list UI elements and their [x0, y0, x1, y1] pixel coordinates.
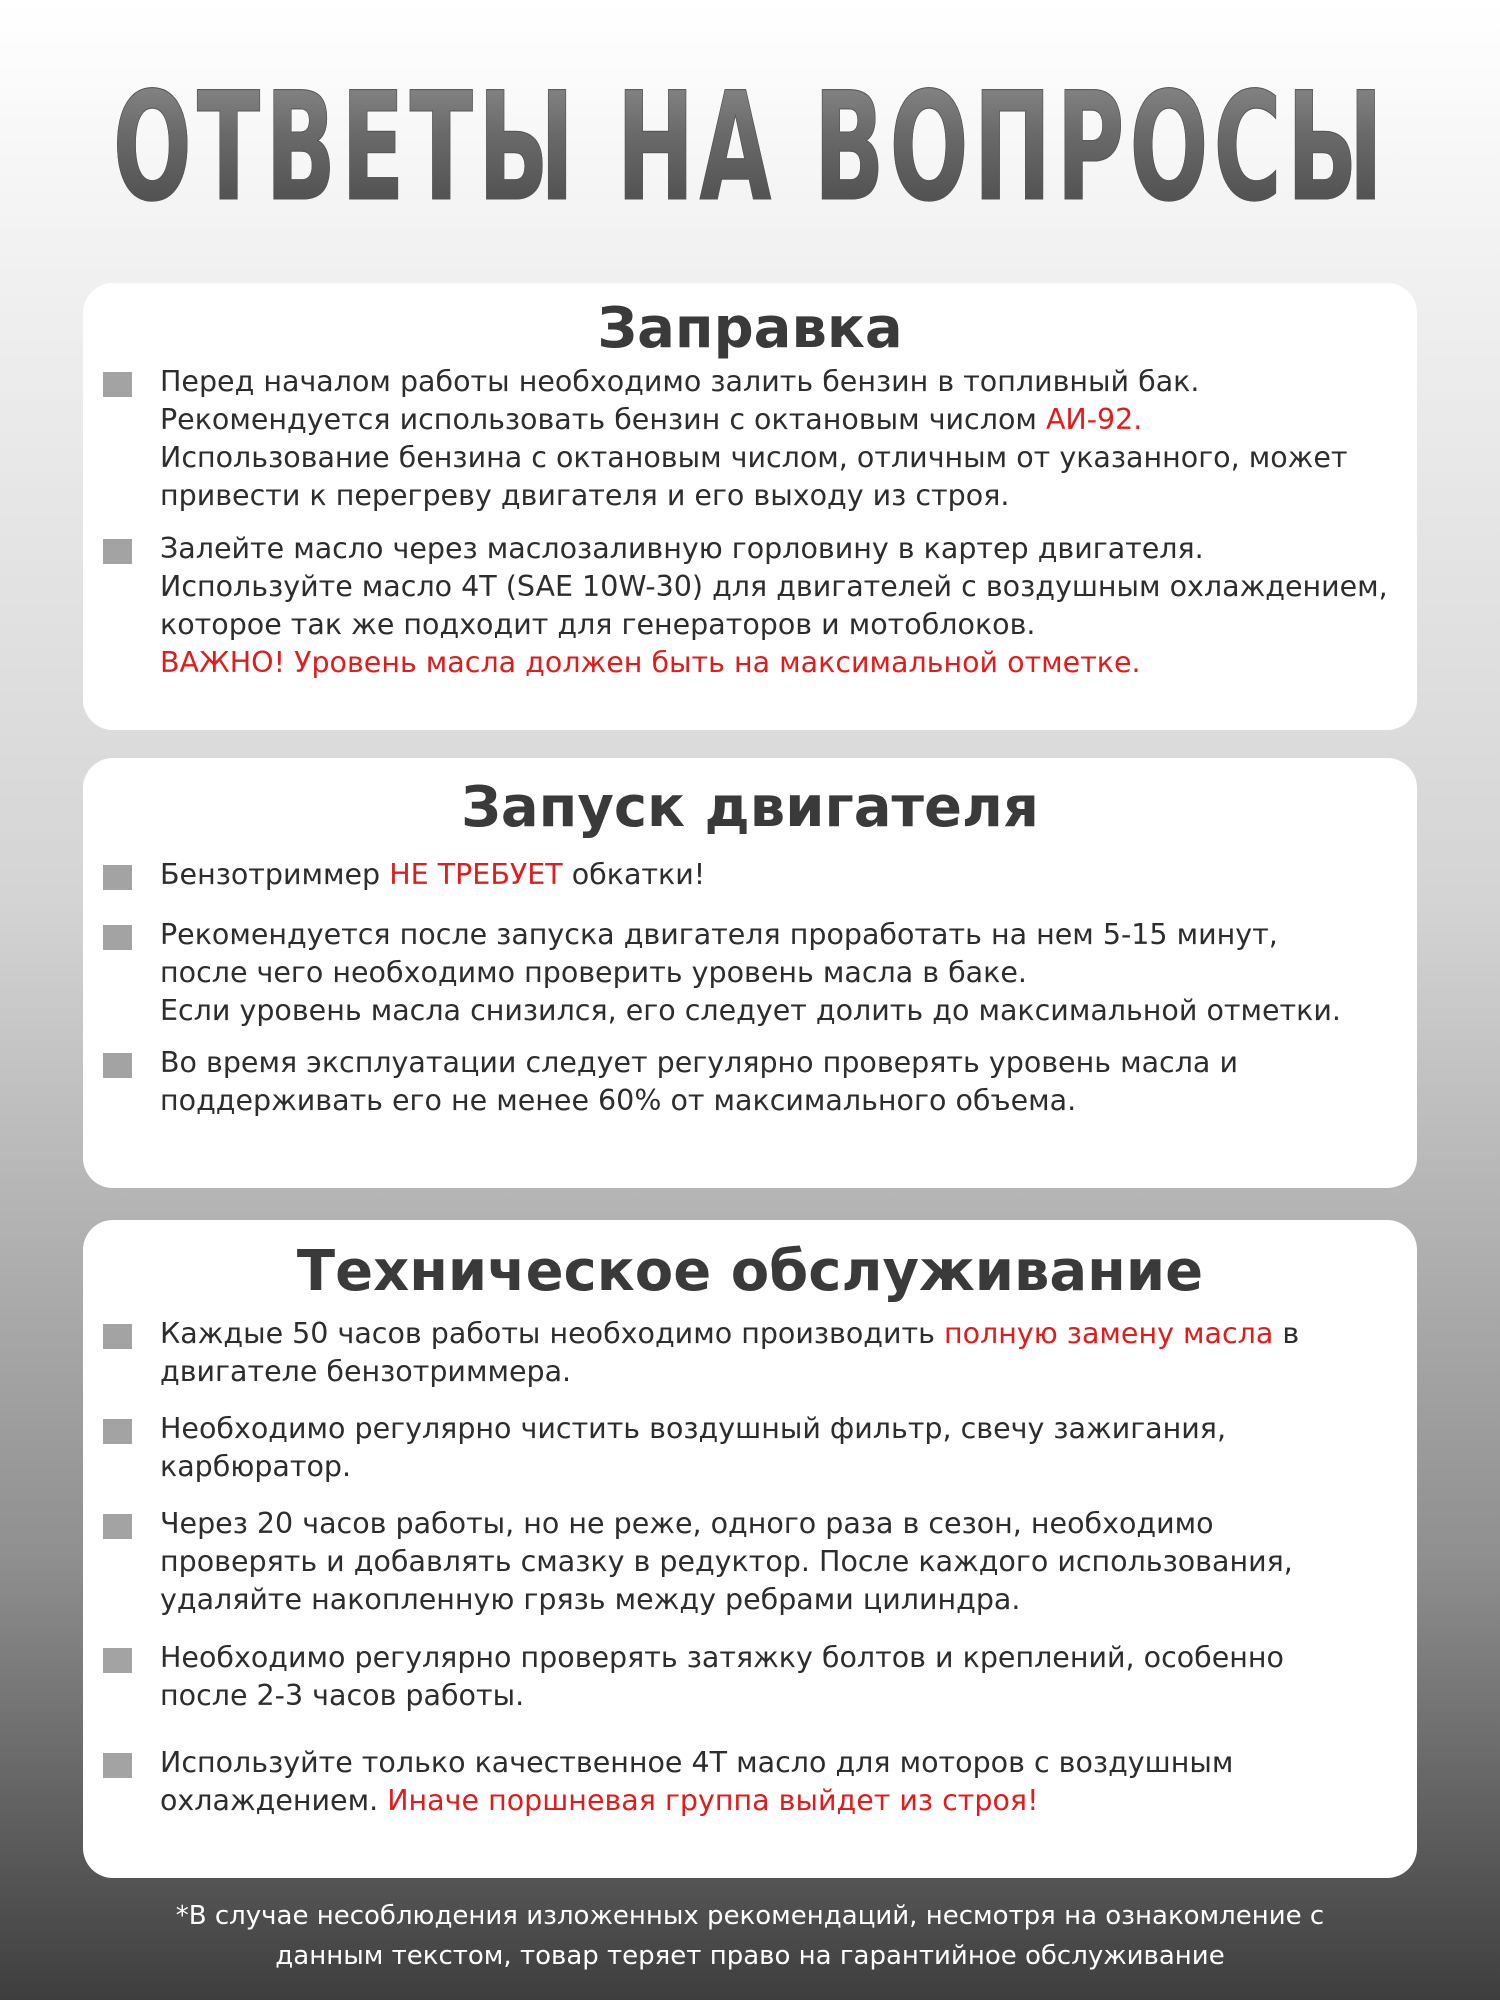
text-line: Рекомендуется после запуска двигателя проработать на нем 5-15 минут, [160, 918, 1278, 951]
square-bullet-icon [103, 865, 132, 890]
warning-text: Иначе поршневая группа выйдет из строя! [387, 1784, 1039, 1817]
list-item-text [160, 1315, 1397, 1391]
text-line: Необходимо регулярно проверять затяжку болтов и креплений, особенно [160, 1641, 1284, 1674]
text-line: Залейте масло через маслозаливную горловину в картер двигателя. [160, 532, 1204, 565]
list-item-text [160, 916, 1397, 1030]
list-item-text [160, 1639, 1397, 1715]
highlight-text: полную замену масла [943, 1317, 1274, 1350]
text-line [160, 401, 1397, 439]
list-item [103, 1410, 1397, 1486]
list-item-text [160, 856, 1397, 894]
text-line [160, 1782, 1397, 1820]
section-fuel-title: Заправка [597, 296, 903, 361]
list-item-text [160, 1044, 1397, 1120]
section-start-card [83, 758, 1417, 1188]
highlight-text: АИ-92. [1045, 403, 1143, 436]
text-line: Используйте только качественное 4T масло для моторов с воздушным [160, 1746, 1234, 1779]
square-bullet-icon [103, 1514, 132, 1539]
list-item-text [160, 1410, 1397, 1486]
page-title-text: ОТВЕТЫ НА ВОПРОСЫ [112, 61, 1388, 235]
section-start-title: Запуск двигателя [461, 775, 1039, 840]
list-item [103, 1744, 1397, 1820]
square-bullet-icon [103, 1324, 132, 1349]
text-span: Каждые 50 часов работы необходимо производить [160, 1317, 944, 1350]
list-item [103, 1639, 1397, 1715]
footnote-line: данным текстом, товар теряет право на гарантийное обслуживание [275, 1941, 1225, 1971]
list-item [103, 1315, 1397, 1391]
text-line: Во время эксплуатации следует регулярно проверять уровень масла и [160, 1046, 1238, 1079]
text-line: Через 20 часов работы, но не реже, одного раза в сезон, необходимо [160, 1507, 1214, 1540]
text-line [160, 1315, 1397, 1353]
list-item [103, 916, 1397, 1030]
square-bullet-icon [103, 1419, 132, 1444]
square-bullet-icon [103, 372, 132, 397]
text-line: привести к перегреву двигателя и его выходу из строя. [160, 479, 1010, 512]
text-span: Бензотриммер [160, 858, 390, 891]
footnote-line: *В случае несоблюдения изложенных рекомендаций, несмотря на ознакомление с [175, 1901, 1325, 1931]
text-span: обкатки! [562, 858, 706, 891]
text-span: Рекомендуется использовать бензин с октановым числом [160, 403, 1046, 436]
square-bullet-icon [103, 1648, 132, 1673]
list-item [103, 530, 1397, 682]
text-line: карбюратор. [160, 1450, 352, 1483]
page-title [0, 48, 1500, 248]
text-span: в [1273, 1317, 1300, 1350]
section-maintenance-title: Техническое обслуживание [296, 1239, 1204, 1304]
list-item [103, 1044, 1397, 1120]
text-line: удаляйте накопленную грязь между ребрами цилиндра. [160, 1583, 1021, 1616]
text-line: двигателе бензотриммера. [160, 1355, 572, 1388]
square-bullet-icon [103, 1753, 132, 1778]
list-item-text [160, 1505, 1397, 1619]
square-bullet-icon [103, 1053, 132, 1078]
text-line: после чего необходимо проверить уровень масла в баке. [160, 956, 1027, 989]
list-item-text [160, 530, 1397, 682]
square-bullet-icon [103, 925, 132, 950]
list-item-text [160, 1744, 1397, 1820]
text-line: проверять и добавлять смазку в редуктор. После каждого использования, [160, 1545, 1293, 1578]
text-line: Если уровень масла снизился, его следует долить до максимальной отметки. [160, 994, 1341, 1027]
section-maintenance-card [83, 1220, 1417, 1878]
list-item [103, 856, 1397, 894]
text-line: Необходимо регулярно чистить воздушный фильтр, свечу зажигания, [160, 1412, 1227, 1445]
list-item [103, 363, 1397, 515]
highlight-text: НЕ ТРЕБУЕТ [389, 858, 563, 891]
text-line: поддерживать его не менее 60% от максимального объема. [160, 1084, 1077, 1117]
section-fuel-card [83, 283, 1417, 730]
text-line: Использование бензина с октановым числом, отличным от указанного, может [160, 441, 1348, 474]
warning-text: ВАЖНО! Уровень масла должен быть на максимальной отметке. [160, 646, 1141, 679]
text-line: которое так же подходит для генераторов и мотоблоков. [160, 608, 1036, 641]
text-line: Используйте масло 4T (SAE 10W-30) для двигателей с воздушным охлаждением, [160, 570, 1388, 603]
text-span: охлаждением. [160, 1784, 388, 1817]
list-item [103, 1505, 1397, 1619]
warranty-footnote [0, 1896, 1500, 1976]
square-bullet-icon [103, 539, 132, 564]
text-line [160, 856, 1397, 894]
text-line: после 2-3 часов работы. [160, 1679, 525, 1712]
text-line: Перед началом работы необходимо залить бензин в топливный бак. [160, 365, 1200, 398]
list-item-text [160, 363, 1397, 515]
